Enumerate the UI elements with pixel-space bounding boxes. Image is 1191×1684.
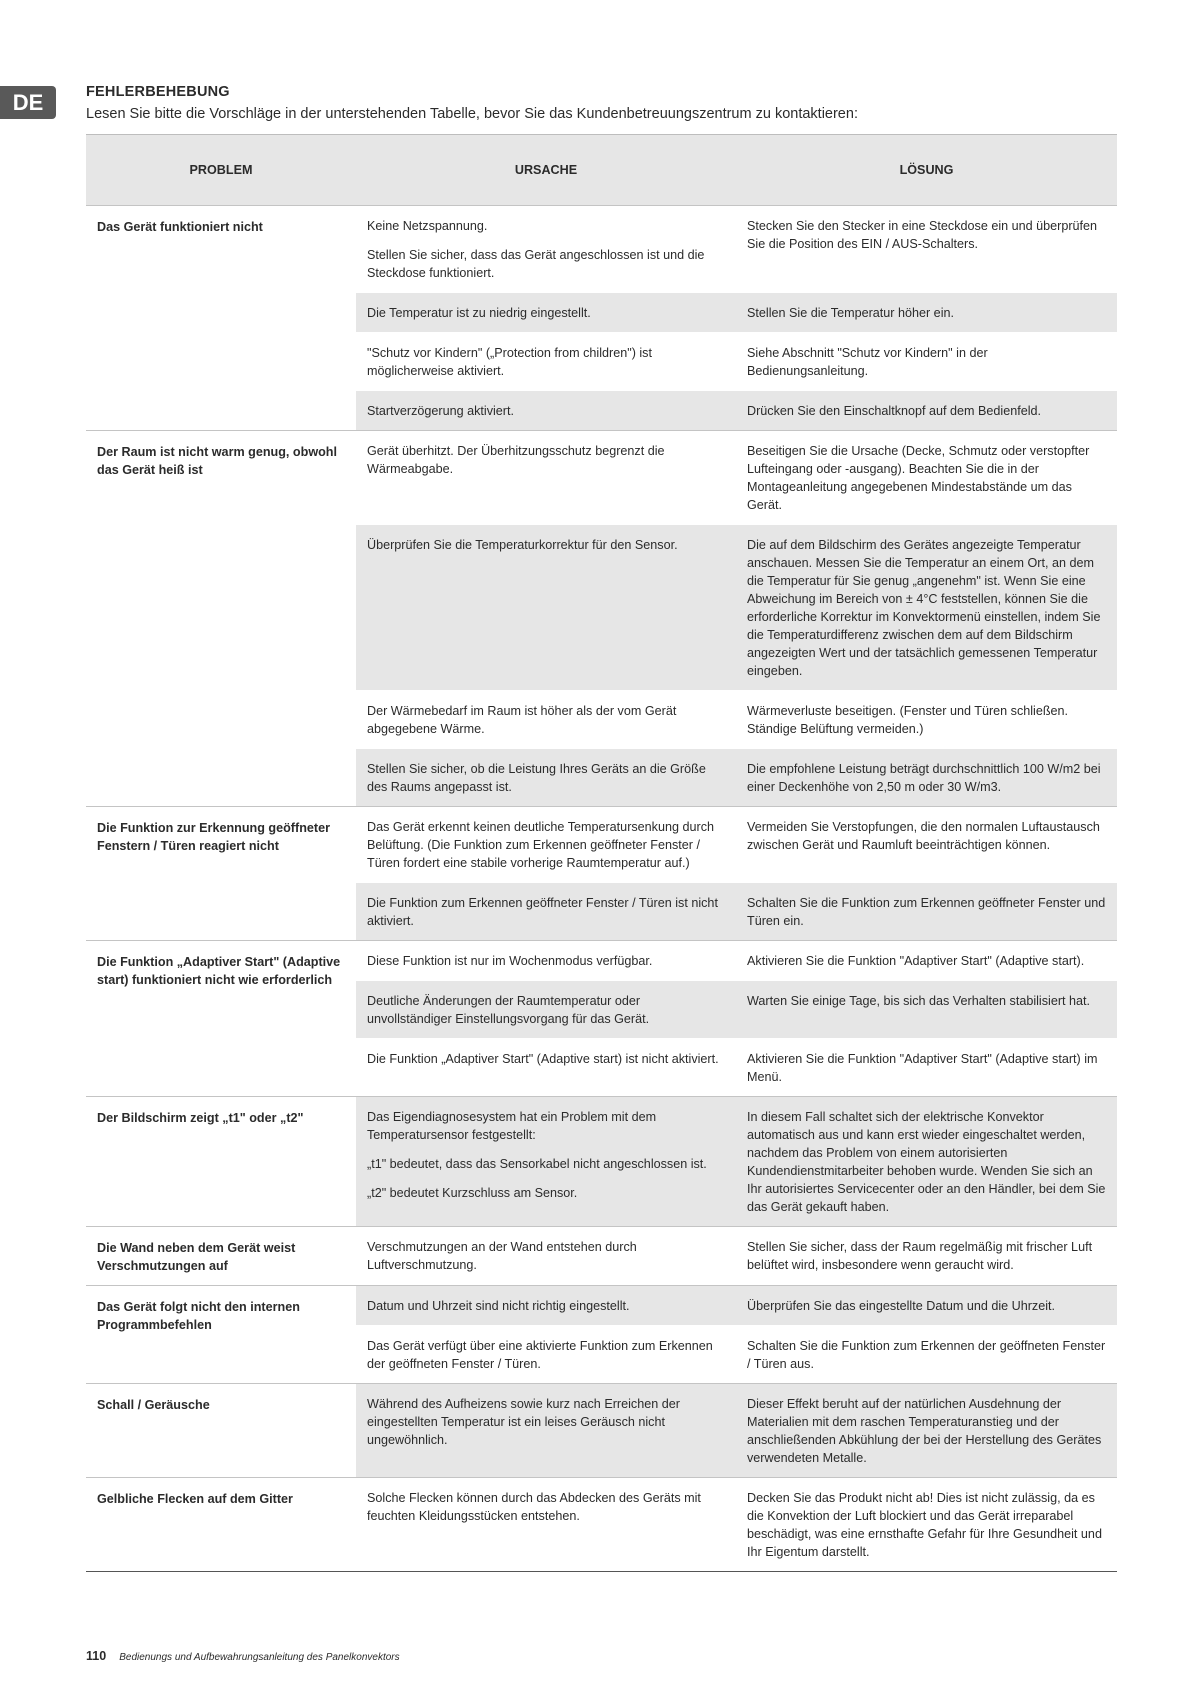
- cause-cell: [356, 1384, 736, 1478]
- table-row: [86, 1478, 1117, 1572]
- table-row: [86, 206, 1117, 293]
- cause-cell: [356, 1326, 736, 1384]
- solution-text: Siehe Abschnitt "Schutz vor Kindern" in der Bedienungsanleitung.: [747, 346, 988, 378]
- cause-text: Die Funktion „Adaptiver Start" (Adaptive start) ist nicht aktiviert.: [367, 1052, 719, 1066]
- cause-cell: [356, 981, 736, 1039]
- solution-text: Stellen Sie die Temperatur höher ein.: [747, 306, 954, 320]
- solution-cell: [736, 391, 1117, 431]
- problem-cell: Das Gerät folgt nicht den internen Programmbefehlen: [86, 1286, 356, 1384]
- cause-text: Stellen Sie sicher, dass das Gerät angeschlossen ist und die Steckdose funktioniert.: [367, 248, 705, 280]
- table-row: [86, 431, 1117, 525]
- cause-text: Diese Funktion ist nur im Wochenmodus verfügbar.: [367, 954, 653, 968]
- troubleshooting-table: [86, 134, 1117, 1572]
- cause-cell: [356, 525, 736, 691]
- cause-text: "Schutz vor Kindern" („Protection from children") ist möglicherweise aktiviert.: [367, 346, 652, 378]
- cause-text: Das Gerät erkennt keinen deutliche Temperatursenkung durch Belüftung. (Die Funktion zum Erkennen geöffneter Fenster / Türen fordert eine stabile vorherige Raumtemperatur auf.): [367, 820, 714, 870]
- cause-cell: [356, 883, 736, 941]
- solution-text: Überprüfen Sie das eingestellte Datum und die Uhrzeit.: [747, 1299, 1056, 1313]
- page-content: [86, 84, 1117, 1572]
- section-intro: Lesen Sie bitte die Vorschläge in der unterstehenden Tabelle, bevor Sie das Kundenbetreuungszentrum zu kontaktieren:: [86, 106, 858, 122]
- cause-cell: [356, 333, 736, 391]
- cause-text: „t1" bedeutet, dass das Sensorkabel nicht angeschlossen ist.: [367, 1157, 707, 1171]
- table-body: [86, 206, 1117, 1572]
- solution-cell: [736, 807, 1117, 883]
- cause-text: Die Funktion zum Erkennen geöffneter Fenster / Türen ist nicht aktiviert.: [367, 896, 718, 928]
- solution-cell: [736, 333, 1117, 391]
- cause-text: Datum und Uhrzeit sind nicht richtig eingestellt.: [367, 1299, 630, 1313]
- problem-cell: Die Wand neben dem Gerät weist Verschmutzungen auf: [86, 1227, 356, 1286]
- cause-text: Während des Aufheizens sowie kurz nach Erreichen der eingestellten Temperatur ist ein leises Geräusch nicht ungewöhnlich.: [367, 1397, 680, 1447]
- solution-text: Aktivieren Sie die Funktion "Adaptiver Start" (Adaptive start) im Menü.: [747, 1052, 1098, 1084]
- cause-cell: [356, 431, 736, 525]
- solution-text: Wärmeverluste beseitigen. (Fenster und Türen schließen. Ständige Belüftung vermeiden.): [747, 704, 1069, 736]
- solution-cell: [736, 1478, 1117, 1572]
- header-cause: URSACHE: [356, 135, 736, 206]
- table-row: [86, 1286, 1117, 1326]
- cause-text: Deutliche Änderungen der Raumtemperatur oder unvollständiger Einstellungsvorgang für das Gerät.: [367, 994, 650, 1026]
- table-row: [86, 1227, 1117, 1286]
- problem-cell: Die Funktion zur Erkennung geöffneter Fenstern / Türen reagiert nicht: [86, 807, 356, 941]
- problem-cell: Das Gerät funktioniert nicht: [86, 206, 356, 431]
- solution-cell: [736, 1097, 1117, 1227]
- cause-text: Der Wärmebedarf im Raum ist höher als der vom Gerät abgegebene Wärme.: [367, 704, 677, 736]
- cause-text: Das Eigendiagnosesystem hat ein Problem mit dem Temperatursensor festgestellt:: [367, 1110, 657, 1142]
- header-solution: LÖSUNG: [736, 135, 1117, 206]
- cause-text: Solche Flecken können durch das Abdecken des Geräts mit feuchten Kleidungsstücken entstehen.: [367, 1491, 701, 1523]
- solution-cell: [736, 691, 1117, 749]
- solution-cell: [736, 1227, 1117, 1286]
- solution-cell: [736, 525, 1117, 691]
- table-row: [86, 807, 1117, 883]
- solution-text: Die empfohlene Leistung beträgt durchschnittlich 100 W/m2 bei einer Deckenhöhe von 2,50 m oder 30 W/m3.: [747, 762, 1101, 794]
- solution-text: Schalten Sie die Funktion zum Erkennen der geöffneten Fenster / Türen aus.: [747, 1339, 1106, 1371]
- cause-text: Gerät überhitzt. Der Überhitzungsschutz begrenzt die Wärmeabgabe.: [367, 444, 665, 476]
- solution-text: Warten Sie einige Tage, bis sich das Verhalten stabilisiert hat.: [747, 994, 1091, 1008]
- solution-cell: [736, 883, 1117, 941]
- solution-text: Stecken Sie den Stecker in eine Steckdose ein und überprüfen Sie die Position des EIN / AUS-Schalters.: [747, 219, 1098, 251]
- cause-cell: [356, 1286, 736, 1326]
- cause-cell: [356, 1227, 736, 1286]
- cause-text: Verschmutzungen an der Wand entstehen durch Luftverschmutzung.: [367, 1240, 637, 1272]
- cause-cell: [356, 691, 736, 749]
- solution-cell: [736, 1326, 1117, 1384]
- solution-text: In diesem Fall schaltet sich der elektrische Konvektor automatisch aus und kann erst wieder eingeschaltet werden, nachdem das Problem von einem autorisierten Kundendienstmitarbeiter behoben wurde. Wenden Sie sich an Ihr autorisiertes Servicecenter oder an den Händler, bei dem Sie das Gerät gekauft haben.: [747, 1110, 1106, 1214]
- cause-text: Keine Netzspannung.: [367, 219, 488, 233]
- solution-cell: [736, 941, 1117, 981]
- solution-cell: [736, 981, 1117, 1039]
- table-row: [86, 941, 1117, 981]
- cause-cell: [356, 293, 736, 333]
- cause-cell: [356, 1478, 736, 1572]
- solution-text: Aktivieren Sie die Funktion "Adaptiver Start" (Adaptive start).: [747, 954, 1085, 968]
- solution-text: Stellen Sie sicher, dass der Raum regelmäßig mit frischer Luft belüftet wird, insbesondere wenn geraucht wird.: [747, 1240, 1093, 1272]
- cause-cell: [356, 1097, 736, 1227]
- problem-cell: Gelbliche Flecken auf dem Gitter: [86, 1478, 356, 1572]
- table-row: [86, 1384, 1117, 1478]
- solution-text: Dieser Effekt beruht auf der natürlichen Ausdehnung der Materialien mit dem raschen Temperaturanstieg und der anschließenden Abkühlung der bei der Herstellung des Gerätes verwendeten Metalle.: [747, 1397, 1102, 1465]
- cause-text: Stellen Sie sicher, ob die Leistung Ihres Geräts an die Größe des Raums angepasst ist.: [367, 762, 706, 794]
- solution-text: Decken Sie das Produkt nicht ab! Dies ist nicht zulässig, da es die Konvektion der Luft blockiert und das Gerät irreparabel beschädigt, was eine ernsthafte Gefahr für Ihre Gesundheit und Ihr Eigentum darstellt.: [747, 1491, 1102, 1559]
- page-footer: [86, 1649, 400, 1663]
- solution-cell: [736, 206, 1117, 293]
- cause-cell: [356, 206, 736, 293]
- header-problem: PROBLEM: [86, 135, 356, 206]
- cause-text: Startverzögerung aktiviert.: [367, 404, 514, 418]
- problem-cell: Der Raum ist nicht warm genug, obwohl das Gerät heiß ist: [86, 431, 356, 807]
- cause-text: Die Temperatur ist zu niedrig eingestellt.: [367, 306, 591, 320]
- cause-cell: [356, 1039, 736, 1097]
- cause-cell: [356, 391, 736, 431]
- problem-cell: Schall / Geräusche: [86, 1384, 356, 1478]
- table-row: [86, 1097, 1117, 1227]
- language-tab: DE: [0, 86, 56, 119]
- solution-cell: [736, 293, 1117, 333]
- solution-cell: [736, 1384, 1117, 1478]
- solution-text: Die auf dem Bildschirm des Gerätes angezeigte Temperatur anschauen. Messen Sie die Temperatur an einem Ort, an dem die Temperatur für Sie genug „angenehm" ist. Wenn Sie eine Abweichung im Bereich von ± 4°C feststellen, können Sie die erforderliche Korrektur im Konvektormenü einstellen, indem Sie die Temperaturdifferenz zwischen dem auf dem Bildschirm angezeigten Wert und der tatsächlich gemessenen Temperatur eingeben.: [747, 538, 1101, 678]
- solution-text: Vermeiden Sie Verstopfungen, die den normalen Luftaustausch zwischen Gerät und Raumluft beeinträchtigen können.: [747, 820, 1100, 852]
- section-title: FEHLERBEHEBUNG: [86, 84, 230, 100]
- solution-cell: [736, 749, 1117, 807]
- cause-text: Überprüfen Sie die Temperaturkorrektur für den Sensor.: [367, 538, 678, 552]
- problem-cell: Der Bildschirm zeigt „t1" oder „t2": [86, 1097, 356, 1227]
- cause-text: Das Gerät verfügt über eine aktivierte Funktion zum Erkennen der geöffneten Fenster / Türen.: [367, 1339, 713, 1371]
- table-header-row: [86, 135, 1117, 206]
- solution-text: Schalten Sie die Funktion zum Erkennen geöffneter Fenster und Türen ein.: [747, 896, 1106, 928]
- cause-cell: [356, 749, 736, 807]
- problem-cell: Die Funktion „Adaptiver Start" (Adaptive start) funktioniert nicht wie erforderlich: [86, 941, 356, 1097]
- cause-cell: [356, 941, 736, 981]
- solution-text: Drücken Sie den Einschaltknopf auf dem Bedienfeld.: [747, 404, 1042, 418]
- cause-cell: [356, 807, 736, 883]
- footer-text: Bedienungs und Aufbewahrungsanleitung des Panelkonvektors: [119, 1652, 400, 1663]
- solution-text: Beseitigen Sie die Ursache (Decke, Schmutz oder verstopfter Lufteingang oder -ausgang). Beachten Sie die in der Montageanleitung angegebenen Mindestabstände um das Gerät.: [747, 444, 1090, 512]
- solution-cell: [736, 1286, 1117, 1326]
- page-number: 110: [86, 1649, 107, 1663]
- cause-text: „t2" bedeutet Kurzschluss am Sensor.: [367, 1186, 578, 1200]
- solution-cell: [736, 1039, 1117, 1097]
- solution-cell: [736, 431, 1117, 525]
